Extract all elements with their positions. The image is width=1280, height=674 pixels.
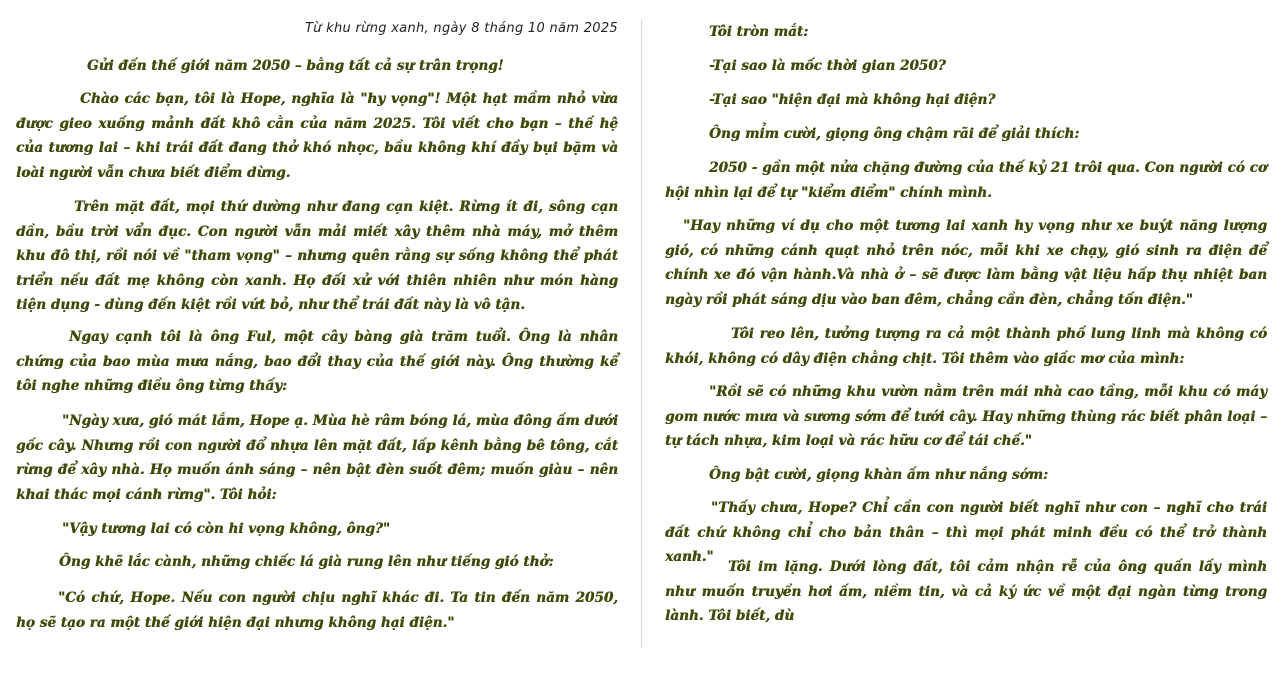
line-why-modern: -Tại sao "hiện đại mà không hại điện? [709, 92, 996, 108]
paragraph-examples: "Hay những ví dụ cho một tương lai xanh hy vọng như xe buýt năng lượng gió, có những cánh quạt nhỏ trên nóc, mỗi khi xe chạy, gió sinh ra điện để chính xe đó vận hành.Và nhà ở – sẽ được làm bằng vật liệu hấp thụ nhiệt ban ngày rồi phát sáng dịu vào ban đêm, chẳng cần đèn, chẳng tốn điện." [665, 218, 1267, 308]
paragraph-silent: Tôi im lặng. Dưới lòng đất, tôi cảm nhận rễ của ông quấn lấy mình như muốn truyền hơi ấm, niềm tin, và cả ký ức về một đại ngàn từng trong lành. Tôi biết, dù [665, 559, 1267, 624]
paragraph-shake: Ông khẽ lắc cành, những chiếc lá già rung lên như tiếng gió thở: [59, 554, 554, 570]
paragraph-city: Tôi reo lên, tưởng tượng ra cả một thành phố lung linh mà không có khói, không có dây điện chằng chịt. Tôi thêm vào giấc mơ của mình: [665, 326, 1267, 367]
paragraph-gardens: "Rồi sẽ có những khu vườn nằm trên mái nhà cao tầng, mỗi khu có máy gom nước mưa và sương sớm để tưới cây. Hay những thùng rác biết phân loại – tự tách nhựa, kim loại và rác hữu cơ để tái chế." [665, 384, 1267, 449]
line-why-2050: -Tại sao là mốc thời gian 2050? [709, 58, 946, 74]
paragraph-2050: 2050 - gần một nửa chặng đường của thế kỷ 21 trôi qua. Con người có cơ hội nhìn lại để tự "kiểm điểm" chính mình. [665, 160, 1267, 201]
line-smile: Ông mỉm cười, giọng ông chậm rãi để giải thích: [709, 126, 1080, 142]
paragraph-ful: Ngay cạnh tôi là ông Ful, một cây bàng già trăm tuổi. Ông là nhân chứng của bao mùa mưa nắng, bao đổi thay của thế giới này. Ông thường kể tôi nghe những điều ông từng thấy: [16, 329, 618, 394]
greeting: Gửi đến thế giới năm 2050 – bằng tất cả sự trân trọng! [87, 58, 504, 74]
paragraph-earth: Trên mặt đất, mọi thứ dường như đang cạn kiệt. Rừng ít đi, sông cạn dần, bầu trời vẩn đục. Con người vẫn mải miết xây thêm nhà máy, mở thêm khu đô thị, rồi nói về "tham vọng" – nhưng quên rằng sự sống không thể phát triển nếu đất mẹ không còn xanh. Họ đối xử với thiên nhiên như món hàng tiện dụng - dùng đến kiệt rồi vứt bỏ, như thể trái đất này là vô tận. [16, 199, 618, 313]
paragraph-intro: Chào các bạn, tôi là Hope, nghĩa là "hy vọng"! Một hạt mầm nhỏ vừa được gieo xuống mảnh đất khô cằn của năm 2025. Tôi viết cho bạn – thế hệ của tương lai – khi trái đất đang thở khó nhọc, bầu không khí đầy bụi bặm và loài người vẫn chưa biết điểm dừng. [16, 91, 618, 181]
line-laugh: Ông bật cười, giọng khàn ấm như nắng sớm: [709, 467, 1048, 483]
dateline: Từ khu rừng xanh, ngày 8 tháng 10 năm 2025 [304, 21, 618, 36]
paragraph-question: "Vậy tương lai có còn hi vọng không, ông?" [62, 521, 390, 537]
paragraph-answer: "Có chứ, Hope. Nếu con người chịu nghĩ khác đi. Ta tin đến năm 2050, họ sẽ tạo ra một thế giới hiện đại nhưng không hại điện." [16, 590, 618, 631]
paragraph-ful-story: "Ngày xưa, gió mát lắm, Hope ạ. Mùa hè râm bóng lá, mùa đông ấm dưới gốc cây. Nhưng rồi con người đổ nhựa lên mặt đất, lấp kênh bằng bê tông, cắt rừng để xây nhà. Họ muốn ánh sáng – nên bật đèn suốt đêm; muốn giàu – nên khai thác mọi cánh rừng". Tôi hỏi: [16, 413, 618, 503]
paragraph-see: "Thấy chưa, Hope? Chỉ cần con người biết nghĩ như con – nghĩ cho trái đất chứ không chỉ cho bản thân – thì mọi phát minh đều có thể trở thành xanh." [665, 500, 1267, 565]
line-wide-eyes: Tôi tròn mắt: [709, 24, 809, 40]
page-divider [641, 20, 642, 648]
